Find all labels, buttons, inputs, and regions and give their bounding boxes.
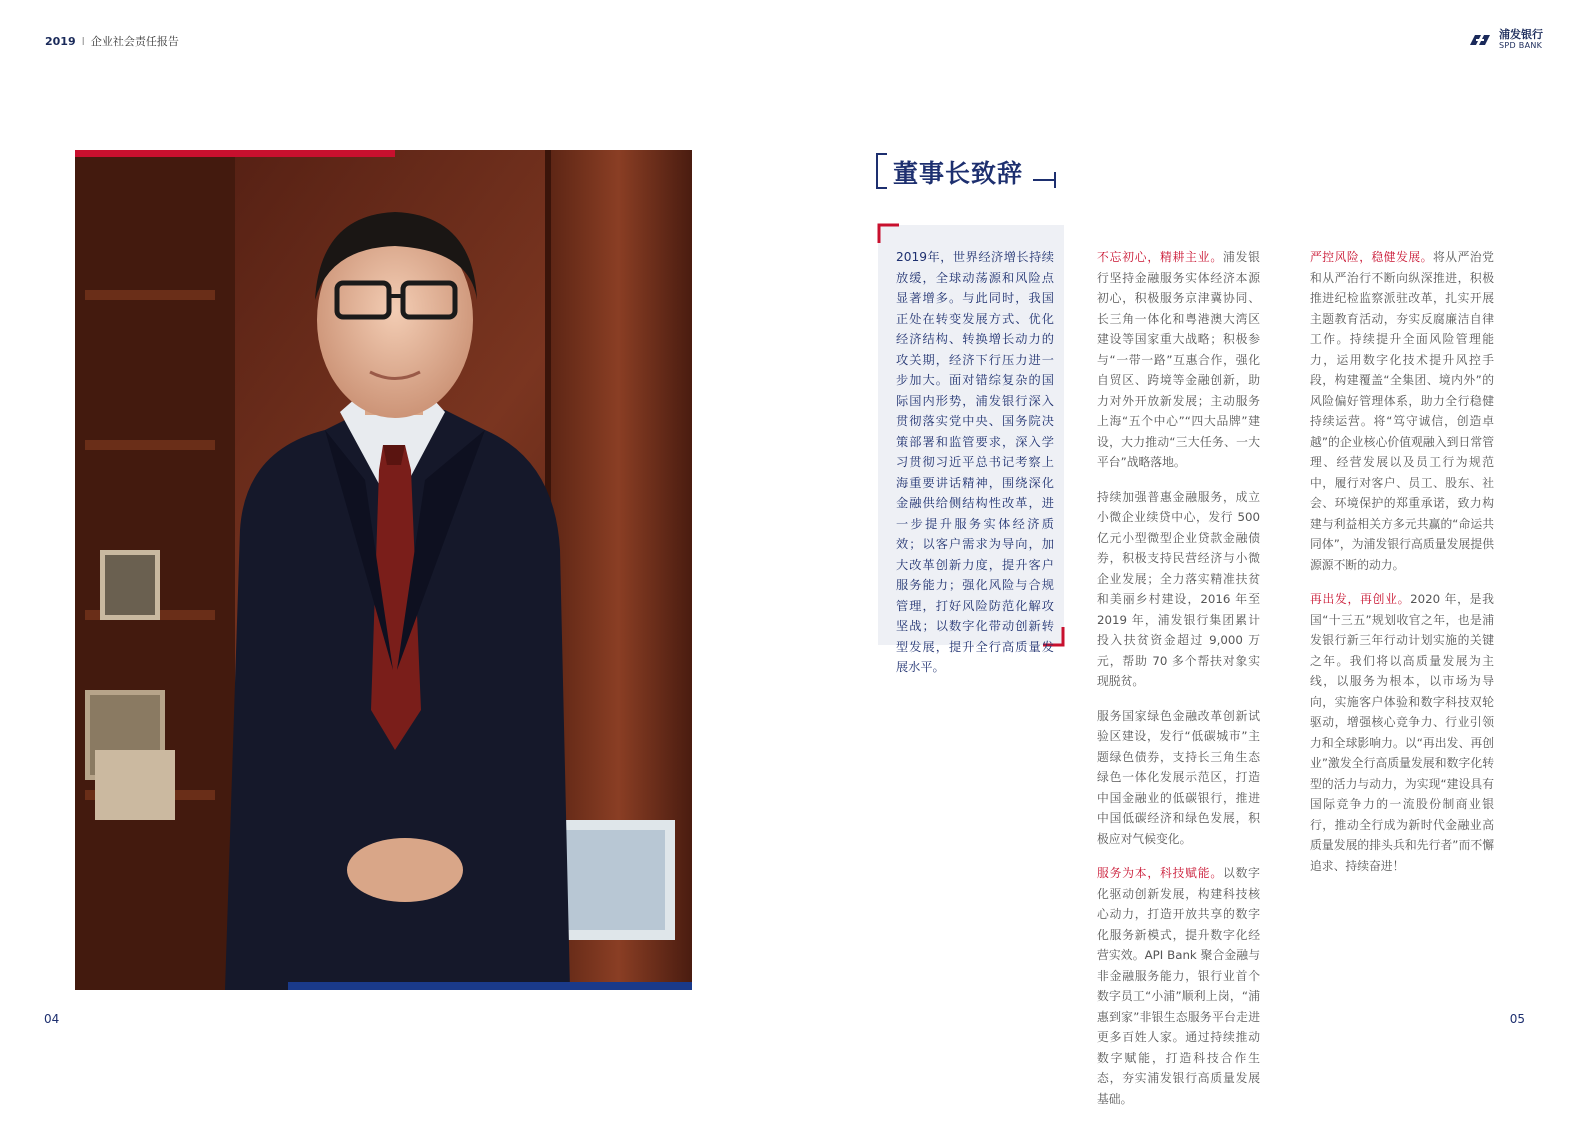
paragraph — [1097, 863, 1260, 1109]
paragraph — [1310, 589, 1494, 876]
bank-name-cn: 浦发银行 — [1499, 28, 1543, 41]
page-number-right: 05 — [1509, 1012, 1525, 1026]
chairman-photo — [75, 150, 692, 990]
paragraph-lead: 严控风险，稳健发展。 — [1310, 250, 1433, 264]
photo-bottom-accent-bar — [288, 982, 692, 990]
text-column-2 — [1310, 247, 1494, 890]
paragraph-body: 服务国家绿色金融改革创新试验区建设，发行“低碳城市”主题绿色债券，支持长三角生态绿色一体化发展示范区，打造中国金融业的低碳银行，推进中国低碳经济和绿色发展，积极应对气候变化。 — [1097, 708, 1260, 846]
spd-bank-logo-icon — [1467, 30, 1493, 50]
section-title-block — [873, 152, 1063, 190]
paragraph-lead: 再出发，再创业。 — [1310, 592, 1411, 606]
paragraph-body: 将从严治党和从严治行不断向纵深推进，积极推进纪检监察派驻改革，扎实开展主题教育活动，夯实反腐廉洁自律工作。持续提升全面风险管理能力，运用数字化技术提升风控手段，构建覆盖“全集团、境内外”的风险偏好管理体系，助力全行稳健持续运营。将“笃守诚信，创造卓越”的企业核心价值观融入到日常管理、经营发展以及员工行为规范中，履行对客户、员工、股东、社会、环境保护的郑重承诺，致力构建与利益相关方多元共赢的“命运共同体”，为浦发银行高质量发展提供源源不断的动力。 — [1310, 250, 1494, 572]
paragraph-lead: 服务为本，科技赋能。 — [1097, 866, 1223, 880]
paragraph-body: 浦发银行坚持金融服务实体经济本源初心，积极服务京津冀协同、长三角一体化和粤港澳大湾区建设等国家重大战略；积极参与“一带一路”互惠合作，强化自贸区、跨境等金融创新，助力对外开放新发展；主动服务上海“五个中心”“四大品牌”建设，大力推动“三大任务、一大平台”战略落地。 — [1097, 250, 1260, 469]
report-year: 2019 — [45, 34, 76, 48]
paragraph-body: 持续加强普惠金融服务，成立小微企业续贷中心，发行 500 亿元小型微型企业贷款金融债券，积极支持民营经济与小微企业发展；全力落实精准扶贫和美丽乡村建设，2016 年至 2019 年，浦发银行集团累计投入扶贫资金超过 9,000 万元，帮助 70 多个帮扶对象实现脱贫。 — [1097, 489, 1260, 688]
paragraph — [1097, 706, 1260, 850]
paragraph — [1310, 247, 1494, 575]
header-separator: I — [81, 34, 85, 48]
bank-name-en: SPD BANK — [1499, 41, 1543, 50]
photo-top-accent-bar — [75, 150, 395, 157]
paragraph — [1097, 487, 1260, 692]
report-title: 企业社会责任报告 — [90, 35, 179, 48]
intro-paragraph: 2019年，世界经济增长持续放缓，全球动荡源和风险点显著增多。与此同时，我国正处在转变发展方式、优化经济结构、转换增长动力的攻关期，经济下行压力进一步加大。面对错综复杂的国际国内形势，浦发银行深入贯彻落实党中央、国务院决策部署和监管要求，深入学习贯彻习近平总书记考察上海重要讲话精神，围绕深化金融供给侧结构性改革，进一步提升服务实体经济质效；以客户需求为导向，加大改革创新力度，提升客户服务能力；强化风险与合规管理，打好风险防范化解攻坚战；以数字化带动创新转型发展，提升全行高质量发展水平。 — [896, 250, 1054, 674]
page-number-left: 04 — [44, 1012, 60, 1026]
paragraph-body: 以数字化驱动创新发展，构建科技核心动力，打造开放共享的数字化服务新模式，提升数字化经营实效。API Bank 聚合金融与非金融服务能力，银行业首个数字员工“小浦”顺利上岗，“浦惠到家”非银生态服务平台走进更多百姓人家。通过持续推动数字赋能，打造科技合作生态，夯实浦发银行高质量发展基础。 — [1097, 866, 1260, 1106]
paragraph-lead: 不忘初心，精耕主业。 — [1097, 250, 1223, 264]
paragraph — [1097, 247, 1260, 473]
bank-brand — [1467, 29, 1543, 50]
section-title: 董事长致辞 — [893, 159, 1024, 188]
intro-corner-top-icon — [877, 223, 901, 245]
paragraph-body: 2020 年，是我国“十三五”规划收官之年，也是浦发银行新三年行动计划实施的关键之年。我们将以高质量发展为主线，以服务为根本，以市场为导向，实施客户体验和数字科技双轮驱动，增强核心竞争力、行业引领力和全球影响力。以“再出发、再创业”激发全行高质量发展和数字化转型的活力与动力，为实现“建设具有国际竞争力的一流股份制商业银行，推动全行成为新时代金融业高质量发展的排头兵和先行者”而不懈追求、持续奋进！ — [1310, 592, 1494, 873]
report-header — [45, 33, 179, 49]
text-column-1 — [1097, 247, 1260, 1123]
